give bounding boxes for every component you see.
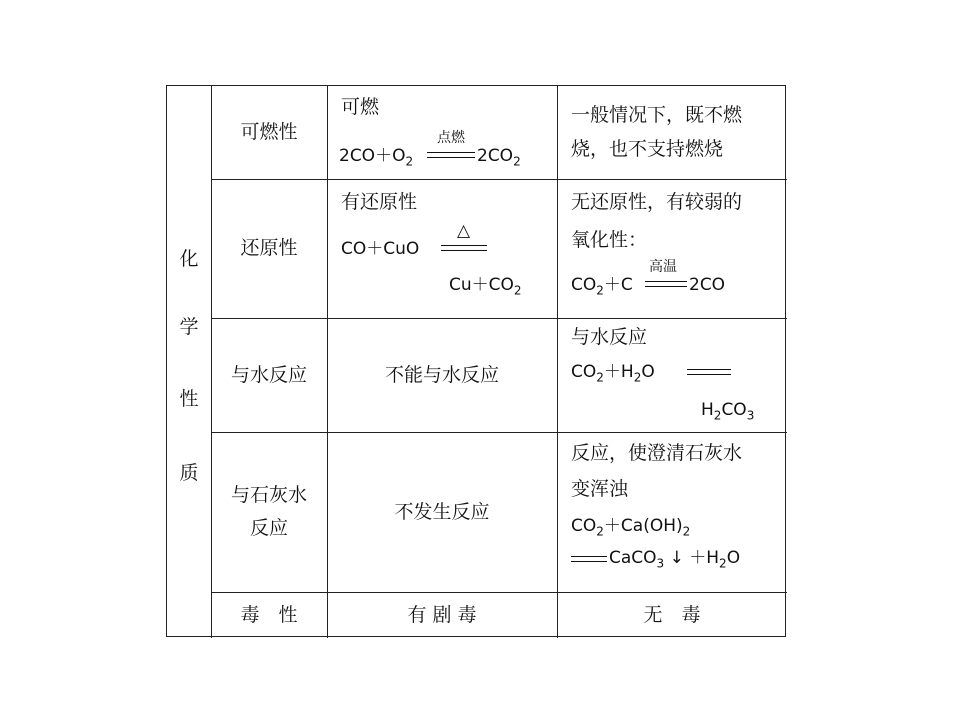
co-reducibility-desc: 有还原性 (341, 191, 418, 213)
co2-combustibility-cell (557, 86, 787, 179)
co2-toxicity: 无 毒 (643, 603, 701, 626)
co2-water-reaction-desc: 与水反应 (571, 326, 648, 348)
co2-limewater-equation-line1: $CO_2+Ca(OH)_2$ (571, 516, 691, 539)
section-label-char: 性 (179, 388, 199, 410)
reaction-equals-sign (571, 556, 607, 562)
co2-reducibility-line1: 无还原性，有较弱的 (571, 191, 743, 213)
co2-reduction-equation-left: $CO_2+C$ (571, 275, 633, 298)
co2-limewater-reaction-cell (557, 432, 787, 592)
co2-reducibility-cell (557, 179, 787, 318)
section-label-char: 化 (179, 248, 199, 270)
co2-limewater-line2: 变浑浊 (571, 478, 629, 500)
co-combustibility-cell (327, 86, 557, 179)
co2-water-equation-right: $H_2CO_3$ (701, 400, 755, 423)
reaction-equals-sign (645, 281, 687, 287)
section-label-char: 质 (179, 462, 199, 484)
co2-combustibility-line1: 一般情况下，既不燃 (571, 104, 743, 126)
property-reducibility: 还原性 (240, 237, 298, 260)
co2-reducibility-line2: 氧化性： (571, 229, 648, 251)
property-limewater-line1: 与石灰水 (230, 484, 307, 507)
co-combustion-condition: 点燃 (437, 130, 465, 146)
co-reducibility-cell (327, 179, 557, 318)
co2-water-equation-left: $CO_2+H_2O$ (571, 362, 655, 385)
co2-limewater-line1: 反应，使澄清石灰水 (571, 442, 743, 464)
co-combustion-equation-left: $2CO+O_2$ (339, 146, 414, 169)
co2-water-reaction-cell (557, 318, 787, 432)
property-limewater-reaction (211, 432, 327, 592)
precipitate-arrow-icon: ↓ (669, 548, 684, 568)
high-temperature-condition: 高温 (649, 259, 677, 275)
co2-limewater-equation-line2: CaCO$_3$ ↓ $+H_2O$ (609, 548, 741, 571)
reaction-equals-sign (687, 369, 731, 375)
co-water-reaction: 不能与水反应 (384, 363, 499, 386)
co2-reduction-equation-right: 2CO (689, 275, 726, 295)
heating-triangle-icon: △ (457, 221, 471, 241)
co2-combustibility-line2: 烧，也不支持燃烧 (571, 138, 724, 160)
co-reduction-equation-left: CO＋CuO (341, 239, 420, 259)
property-combustibility: 可燃性 (240, 121, 298, 144)
property-toxicity: 毒 性 (240, 603, 298, 626)
reaction-equals-sign (427, 152, 475, 158)
co-limewater-reaction: 不发生反应 (394, 500, 490, 523)
co-reduction-equation-right: $Cu+CO_2$ (449, 275, 522, 298)
chemical-properties-table (166, 85, 786, 637)
co-combustibility-desc: 可燃 (341, 96, 380, 118)
co-toxicity: 有 剧 毒 (407, 603, 477, 626)
section-label-char: 学 (179, 316, 199, 338)
co-combustion-equation-right: $2CO_2$ (477, 146, 521, 169)
property-limewater-line2: 反应 (249, 517, 288, 539)
property-water-reaction: 与水反应 (230, 363, 307, 386)
reaction-equals-sign (441, 245, 487, 251)
